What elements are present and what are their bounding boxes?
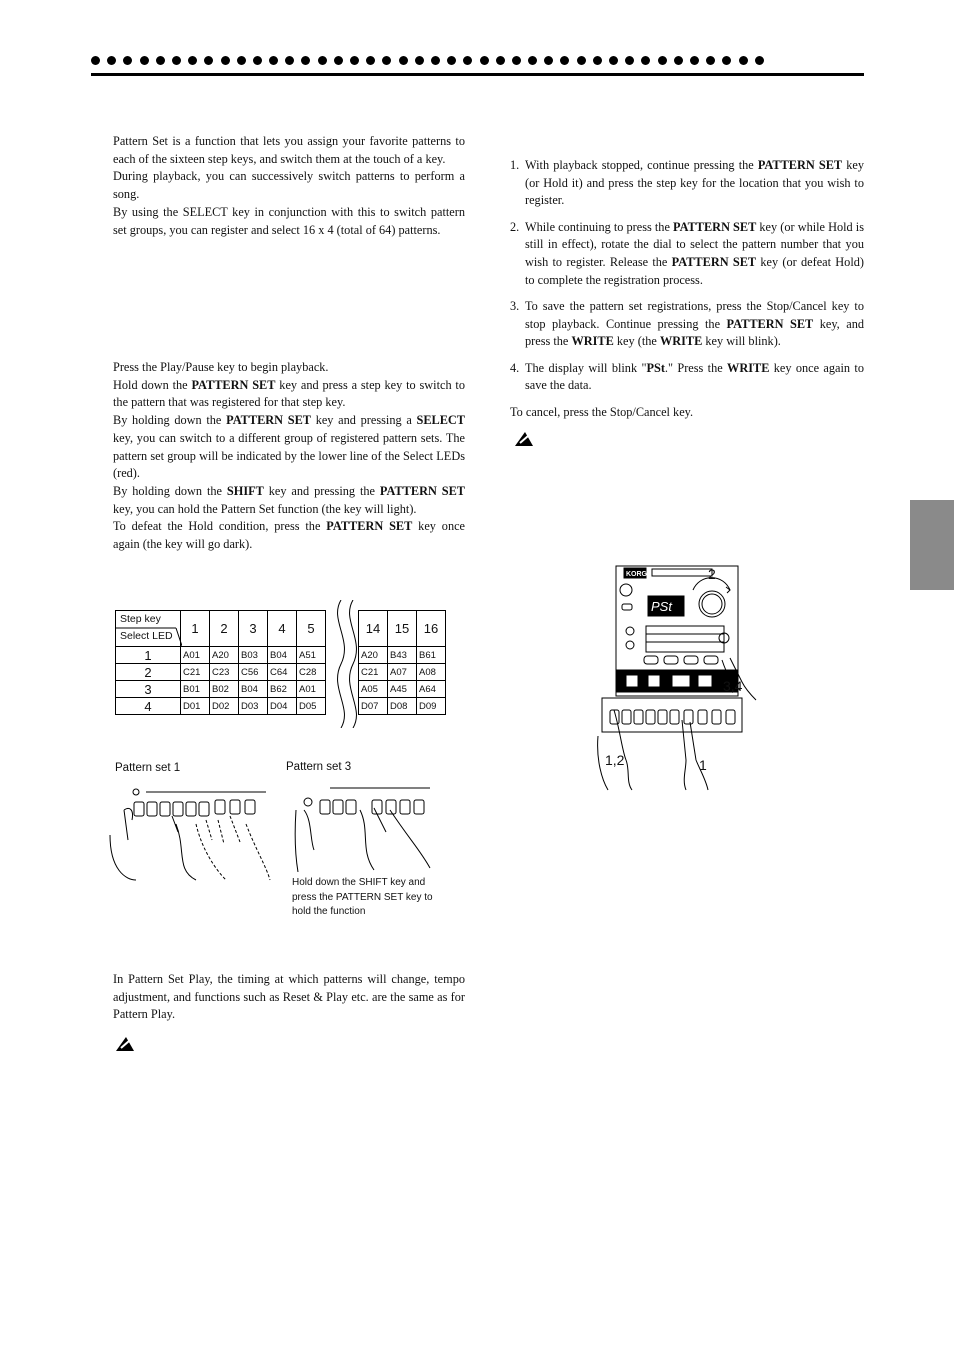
col-header: 5 [297,611,326,647]
table-cell: D04 [268,698,297,715]
table-cell: C64 [268,664,297,681]
table-cell: B61 [417,647,446,664]
table-break-waves [327,600,367,728]
table-cell: A01 [181,647,210,664]
table-cell: C21 [181,664,210,681]
table-cell: B03 [239,647,268,664]
callout-2: 2 [708,566,716,582]
table-cell: B01 [181,681,210,698]
table-cell: A01 [297,681,326,698]
header-step-key: Step key [120,613,161,625]
table-cell: D08 [388,698,417,715]
table-cell: B62 [268,681,297,698]
callout-1-2: 1,2 [605,752,625,768]
table-cell: C28 [297,664,326,681]
table-cell: A08 [417,664,446,681]
table-cell: D03 [239,698,268,715]
chapter-tab [910,500,954,590]
table-row [116,647,446,664]
step-1: 1. With playback stopped, continue pressing the PATTERN SET key (or Hold it) and press the step key for the location that you wish to register. [510,158,864,208]
play-p5: To defeat the Hold condition, press the PATTERN SET key once again (the key will go dark). [113,519,466,552]
table-cell: D01 [181,698,210,715]
row-led: 1 [116,647,181,664]
table-cell: A51 [297,647,326,664]
table-cell: B43 [388,647,417,664]
table-cell: A05 [359,681,388,698]
device-display-readout: PSt [651,599,672,614]
header-select-led: Select LED [120,630,173,642]
col-header: 2 [210,611,239,647]
row-led: 3 [116,681,181,698]
header-rule [91,73,864,76]
table-row [116,681,446,698]
col-header: 4 [268,611,297,647]
pattern-set-1-illustration [106,780,276,884]
col-header: 14 [359,611,388,647]
row-led: 2 [116,664,181,681]
play-p2: Hold down the PATTERN SET key and press a step key to switch to the pattern that was registered for that step key. [113,377,466,410]
table-cell: C56 [239,664,268,681]
step-2: 2. While continuing to press the PATTERN SET key (or while Hold is still in effect), rotate the dial to select the pattern number that you wish to register. Release the PATTERN SET key (or defeat Hold) to complete the registration process. [510,219,865,287]
callout-3-4: 3,4 [723,678,743,694]
table-row [116,698,446,715]
col-header: 16 [417,611,446,647]
table-cell: D09 [417,698,446,715]
cancel-text: To cancel, press the Stop/Cancel key. [510,405,694,419]
pattern-set-3-label: Pattern set 3 [286,761,352,773]
col-header: 3 [239,611,268,647]
playback-text [113,359,465,554]
table-cell: A64 [417,681,446,698]
table-cell: A20 [210,647,239,664]
col-header: 1 [181,611,210,647]
table-cell: B04 [239,681,268,698]
table-cell: D05 [297,698,326,715]
play-p1: Press the Play/Pause key to begin playback. [113,360,329,374]
timing-text: In Pattern Set Play, the timing at which patterns will change, tempo adjustment, and functions such as Reset & Play etc. are the same as for Pattern Play. [113,972,465,1022]
device-brand: KORG [626,571,647,578]
row-led: 4 [116,698,181,715]
play-p3: By holding down the PATTERN SET key and pressing a SELECT key, you can switch to a different group of registered pattern sets. The pattern set group will be indicated by the lower line of the Select LEDs (red). [113,413,466,481]
table-cell: A45 [388,681,417,698]
caution-icon [114,1035,136,1053]
play-p4: By holding down the SHIFT key and pressing the PATTERN SET key, you can hold the Pattern Set function (the key will light). [113,483,465,516]
col-header: 15 [388,611,417,647]
table-corner-cell [116,611,181,647]
intro-p3: By using the SELECT key in conjunction with this to switch pattern set groups, you can register and select 16 x 4 (total of 64) patterns. [113,204,465,237]
table-cell: D02 [210,698,239,715]
caution-icon [513,430,535,448]
step-4: 4. The display will blink "PSt." Press the WRITE key once again to save the data. [510,360,864,393]
pattern-set-3-illustration [290,780,450,872]
intro-text [113,133,465,239]
table-cell: A20 [359,647,388,664]
registration-steps [510,157,864,403]
hold-function-note: Hold down the SHIFT key and press the PATTERN SET key to hold the function [292,877,433,917]
step-3: 3. To save the pattern set registrations, press the Stop/Cancel key to stop playback. Continue pressing the PATTERN SET key, and press the WRITE key (the WRITE key will blink). [510,298,864,349]
table-cell: D07 [359,698,388,715]
pattern-set-table [115,610,446,715]
intro-p1: Pattern Set is a function that lets you assign your favorite patterns to each of the sixteen step keys, and switch them at the touch of a key. [113,134,465,166]
table-cell: B02 [210,681,239,698]
intro-p2: During playback, you can successively switch patterns to perform a song. [113,169,465,202]
table-cell: A07 [388,664,417,681]
table-row [116,664,446,681]
header-dot-row [91,54,771,68]
table-cell: B04 [268,647,297,664]
callout-1: 1 [699,757,707,773]
table-cell: C21 [359,664,388,681]
pattern-set-1-label: Pattern set 1 [115,762,181,774]
table-cell: C23 [210,664,239,681]
